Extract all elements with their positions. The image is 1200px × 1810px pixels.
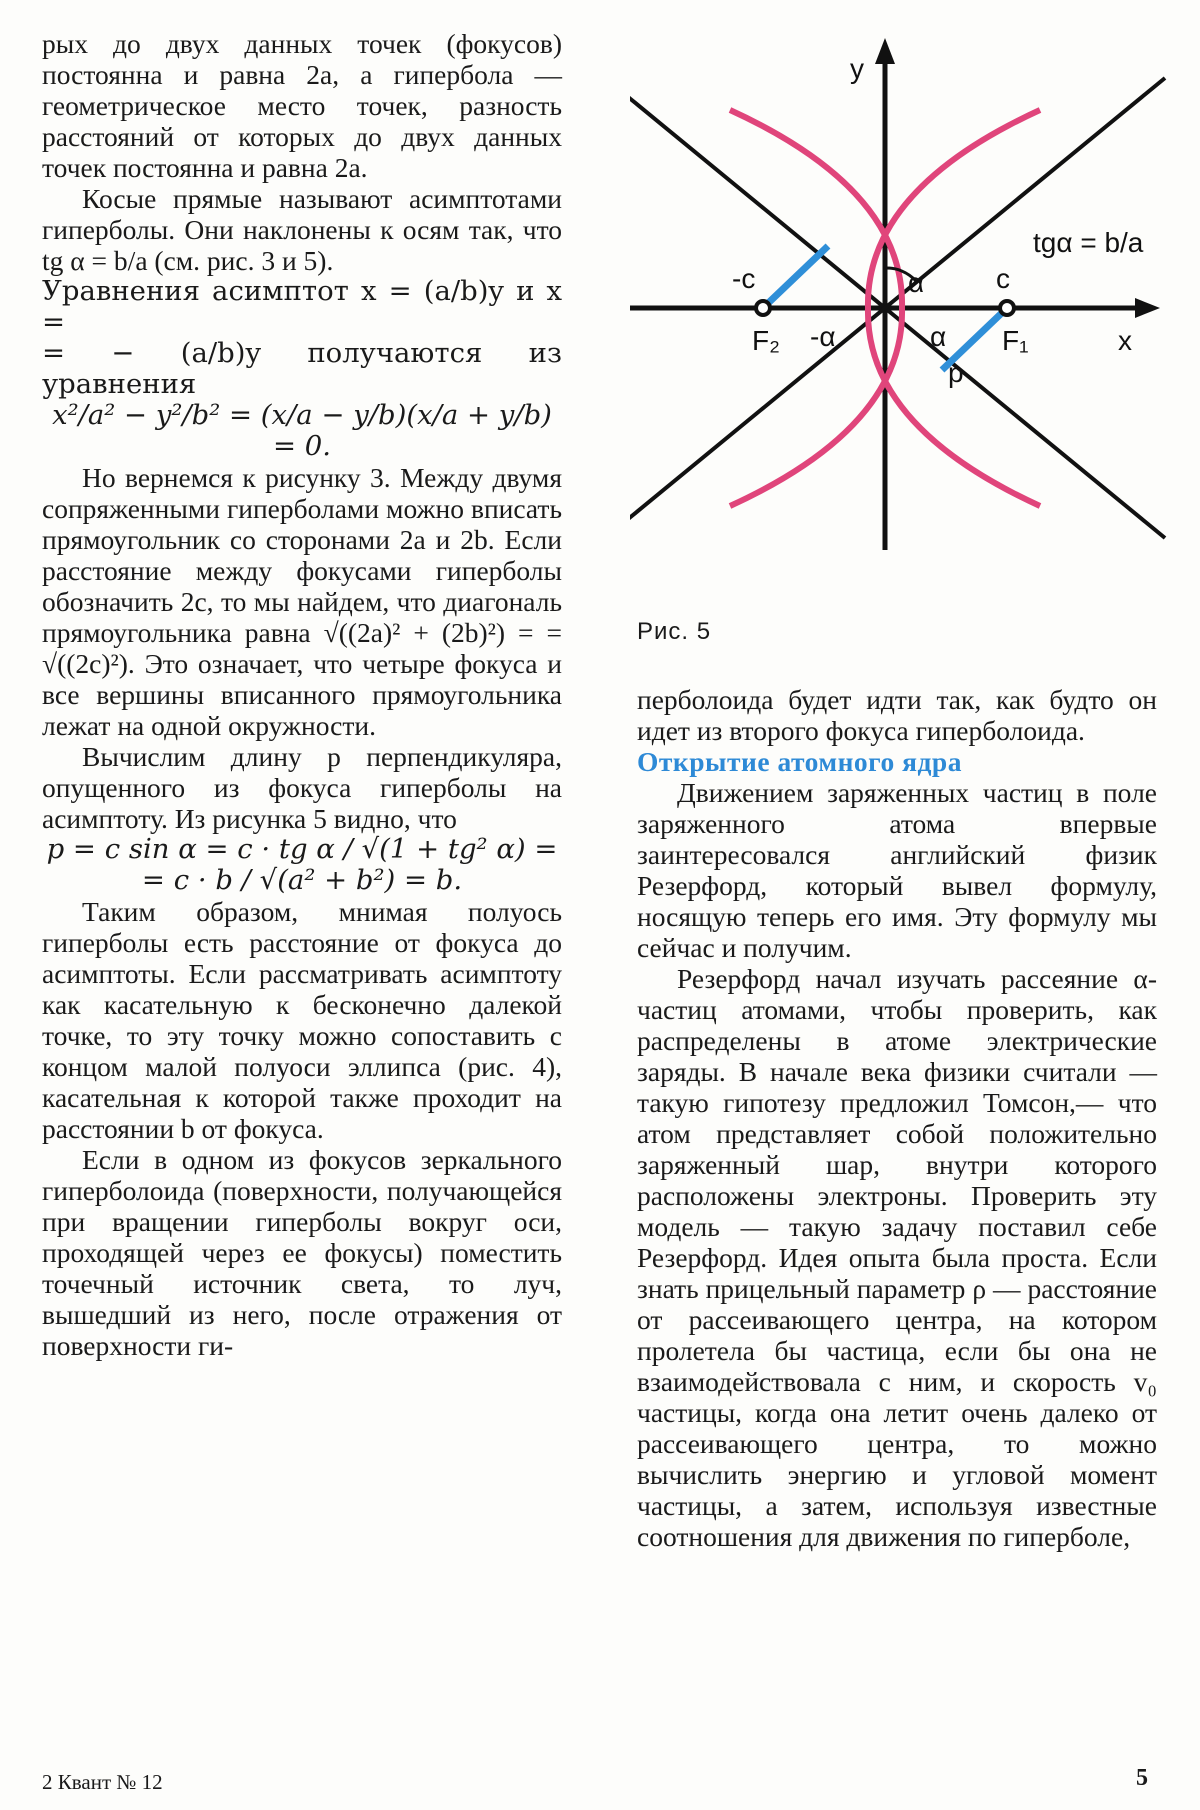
paragraph: рых до двух данных точек (фокусов) постоянна и равна 2a, а гипербола — геометрическое место точек, разность расстояний от которых до двух данных точек постоянна и равна 2a.	[42, 28, 562, 183]
page-number: 5	[1136, 1765, 1148, 1791]
paragraph: Движением заряженных частиц в поле заряженного атома впервые заинтересовался английский физик Резерфорд, который вывел формулу, носящую теперь его имя. Эту формулу мы сейчас и получим.	[637, 777, 1157, 963]
paragraph: перболоида будет идти так, как будто он идет из второго фокуса гиперболоида.	[637, 684, 1157, 746]
paragraph: Вычислим длину p перпендикуляра, опущенного из фокуса гиперболы на асимптоту. Из рисунка 5 видно, что	[42, 741, 562, 834]
section-heading: Открытие атомного ядра	[637, 746, 962, 777]
equation: = c · b / √(a² + b²) = b.	[141, 864, 463, 896]
tg-formula: tgα = b/a	[1033, 227, 1144, 258]
left-column	[42, 28, 562, 1361]
perpendicular-left	[763, 246, 828, 308]
hyperbola-figure	[630, 30, 1170, 570]
paragraph: Резерфорд начал изучать рассеяние α-частиц атомами, чтобы проверить, как распределены в атоме электрические заряды. В начале века физики считали — такую гипотезу предложил Томсон,— что атом представляет собой положительно заряженный шар, внутри которого расположены электроны. Проверить эту модель — такую задачу поставил себе Резерфорд. Идея опыта была проста. Если знать прицельный параметр ρ — расстояние от рассеивающего центра, на котором пролетела бы частица, если бы она не взаимодействовала с ним, и скорость v₀ частицы, когда она летит очень далеко от рассеивающего центра, то можно вычислить энергию и угловой момент частицы, а затем, используя известные соотношения для движения по гиперболе,	[637, 963, 1157, 1552]
a-label: α	[930, 321, 947, 352]
right-column	[637, 684, 1157, 1552]
focus-f1	[1000, 301, 1014, 315]
footer-left: 2 Квант № 12	[42, 1770, 163, 1794]
x-axis-label: x	[1118, 325, 1132, 356]
focus-f2	[756, 301, 770, 315]
x-axis-arrow-icon	[1135, 298, 1160, 318]
f1-label: F₁	[1002, 325, 1029, 356]
alpha-angle-label: α	[908, 267, 925, 298]
equation: x²/a² − y²/b² = (x/a − y/b)(x/a + y/b) = 0.	[52, 399, 552, 462]
f2-label: F₂	[752, 325, 780, 356]
figure-caption: Рис. 5	[637, 618, 712, 645]
neg-c-label: -c	[732, 263, 756, 294]
equation: = − (a/b)y получаются из уравнения	[42, 337, 562, 400]
equation: Уравнения асимптот x = (a/b)y и x =	[42, 275, 562, 338]
p-label: p	[948, 357, 964, 388]
paragraph: Если в одном из фокусов зеркального гиперболоида (поверхности, получающейся при вращении гиперболы вокруг оси, проходящей через ее фокусы) поместить точечный источник света, то луч, вышедший из него, после отражения от поверхности ги-	[42, 1144, 562, 1361]
neg-a-label: -α	[810, 321, 836, 352]
y-axis-arrow-icon	[875, 38, 895, 64]
paragraph: Косые прямые называют асимптотами гиперболы. Они наклонены к осям так, что tg α = b/a (см. рис. 3 и 5).	[42, 183, 562, 276]
paragraph: Таким образом, мнимая полуось гиперболы есть расстояние от фокуса до асимптоты. Если рассматривать асимптоту как касательную к бесконечно далекой точке, то эту точку можно сопоставить с концом малой полуоси эллипса (рис. 4), касательная к которой также проходит на расстоянии b от фокуса.	[42, 896, 562, 1144]
y-axis-label: y	[850, 53, 864, 84]
paragraph: Но вернемся к рисунку 3. Между двумя сопряженными гиперболами можно вписать прямоугольник со сторонами 2a и 2b. Если расстояние между фокусами гиперболы обозначить 2c, то мы найдем, что диагональ прямоугольника равна √((2a)² + (2b)²) = = √((2c)²). Это означает, что четыре фокуса и все вершины вписанного прямоугольника лежат на одной окружности.	[42, 462, 562, 741]
equation: p = c sin α = c · tg α / √(1 + tg² α) =	[46, 833, 558, 865]
c-label: c	[996, 263, 1010, 294]
